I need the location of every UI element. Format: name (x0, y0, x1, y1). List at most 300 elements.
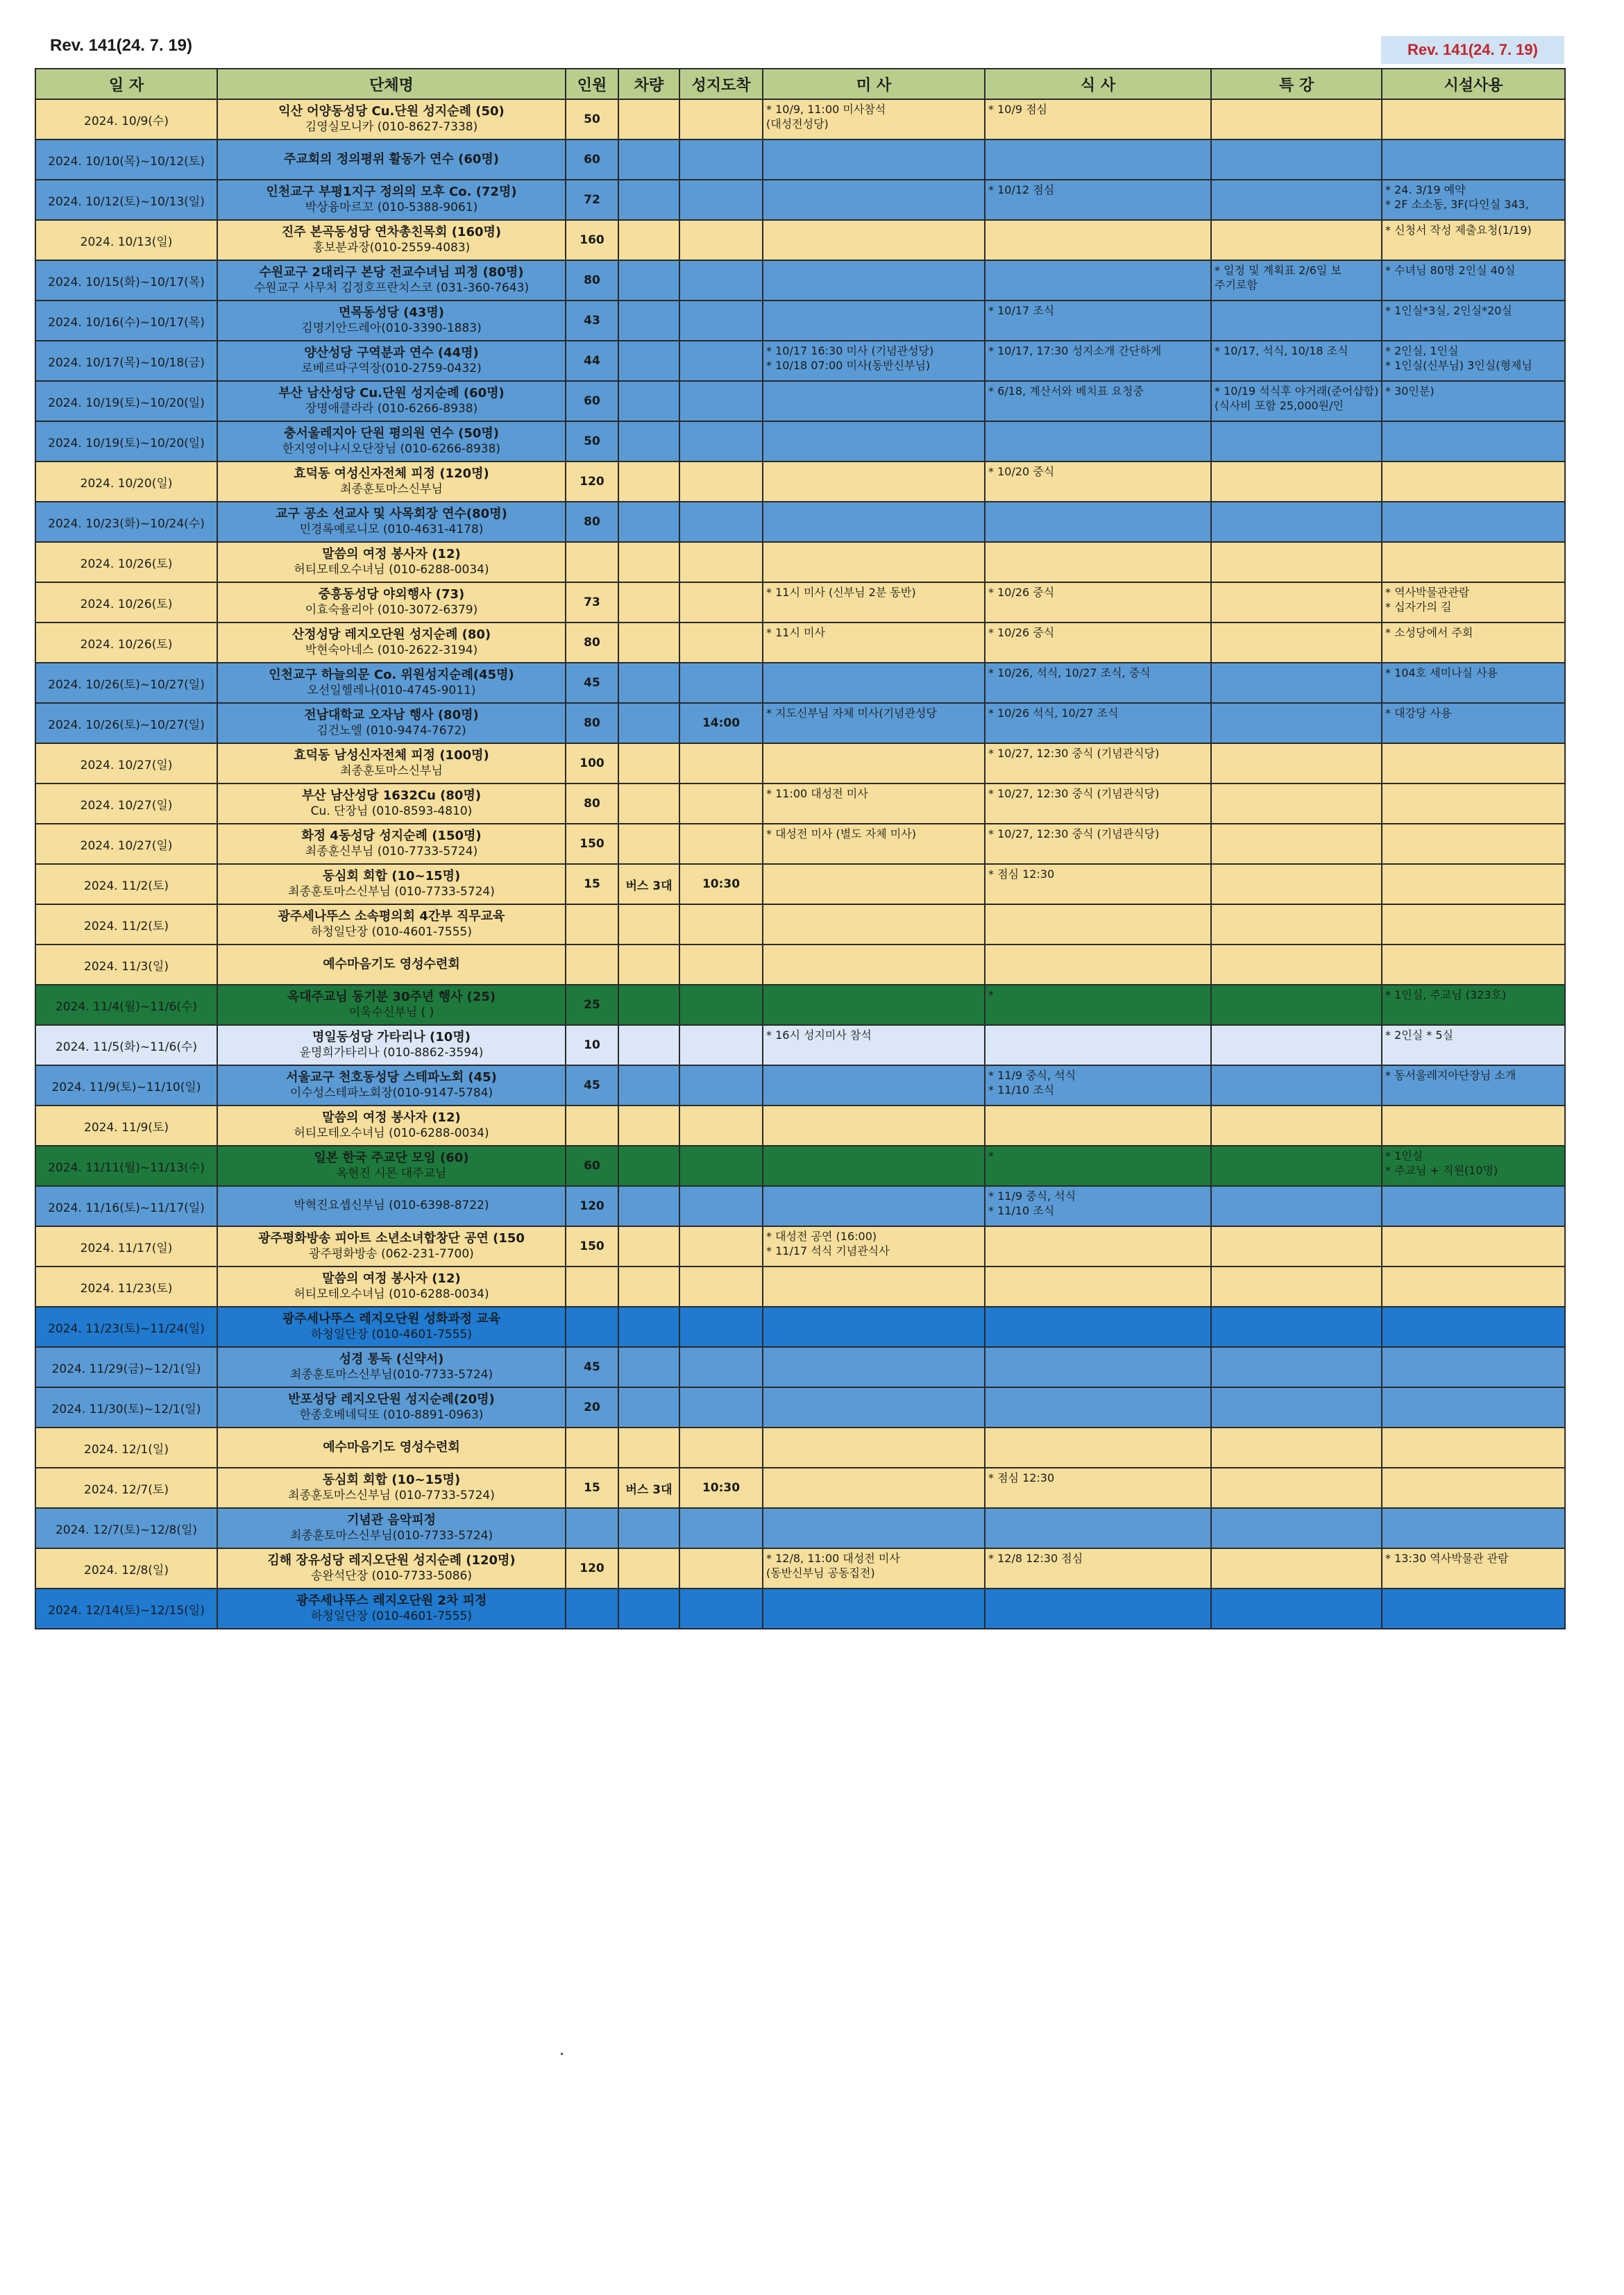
facility-cell (1382, 623, 1565, 663)
mass-cell (763, 1025, 985, 1065)
vehicle-cell (618, 904, 679, 945)
lecture-cell (1211, 1065, 1382, 1106)
facility-cell (1382, 139, 1565, 180)
mass-cell (763, 1347, 985, 1387)
facility-cell (1382, 421, 1565, 461)
count-cell: 73 (566, 582, 618, 623)
group-cell (217, 300, 566, 341)
meal-cell (985, 623, 1211, 663)
group-cell (217, 139, 566, 180)
arrival-cell (679, 1226, 763, 1267)
header-row (35, 69, 1565, 99)
table-row (35, 743, 1565, 784)
lecture-cell (1211, 139, 1382, 180)
meal-note: * 점심 12:30 (988, 867, 1055, 881)
meal-cell (985, 1387, 1211, 1428)
count-cell: 45 (566, 1347, 618, 1387)
table-row (35, 824, 1565, 864)
lecture-cell (1211, 542, 1382, 582)
mass-cell (763, 502, 985, 542)
arrival-cell (679, 945, 763, 985)
group-contact: 하청일단장 (010-4601-7555) (310, 1609, 473, 1623)
group-name: 성경 통독 (신약서) (339, 1352, 444, 1367)
facility-cell (1382, 824, 1565, 864)
lecture-cell (1211, 461, 1382, 502)
table-row (35, 1065, 1565, 1106)
mass-cell (763, 1428, 985, 1468)
facility-cell (1382, 743, 1565, 784)
meal-note: * 10/26 중식 (988, 586, 1055, 599)
col-date: 일 자 (35, 69, 217, 99)
meal-cell (985, 1065, 1211, 1106)
facility-cell (1382, 1146, 1565, 1186)
arrival-cell (679, 1548, 763, 1589)
table-row (35, 703, 1565, 743)
vehicle-cell (618, 784, 679, 824)
meal-note: * 10/9 점심 (988, 103, 1048, 116)
group-cell (217, 421, 566, 461)
date-cell: 2024. 10/26(토) (35, 582, 217, 623)
table-row (35, 220, 1565, 260)
facility-cell (1382, 542, 1565, 582)
count-cell: 150 (566, 824, 618, 864)
table-row (35, 381, 1565, 421)
facility-note: * 104호 세미나실 사용 (1385, 666, 1498, 679)
group-name: 면목동성당 (43명) (338, 305, 445, 321)
mass-cell (763, 1146, 985, 1186)
count-cell: 15 (566, 1468, 618, 1508)
meal-note: * 12/8 12:30 점심 (988, 1552, 1083, 1565)
group-cell (217, 1146, 566, 1186)
facility-cell (1382, 99, 1565, 139)
group-cell (217, 180, 566, 220)
mass-cell (763, 1226, 985, 1267)
meal-cell (985, 421, 1211, 461)
table-row (35, 985, 1565, 1025)
arrival-cell (679, 1186, 763, 1226)
lecture-note: (식사비 포함 25,000원/인 (1215, 398, 1344, 412)
date-cell: 2024. 10/15(화)~10/17(목) (35, 260, 217, 300)
facility-note: * 소성당에서 주회 (1385, 626, 1473, 639)
facility-cell (1382, 864, 1565, 904)
date-cell: 2024. 10/19(토)~10/20(일) (35, 421, 217, 461)
mass-note: * 11시 미사 (신부님 2분 동반) (766, 586, 916, 599)
facility-note: * 30인분) (1385, 384, 1435, 398)
group-name: 광주세나뚜스 레지오단원 2차 피정 (296, 1593, 487, 1609)
mass-note: (동반신부님 공동집전) (766, 1566, 875, 1580)
mass-note: * 10/17 16:30 미사 (기념관성당) (766, 344, 934, 357)
col-meal: 식 사 (985, 69, 1211, 99)
vehicle-cell (618, 1267, 679, 1307)
group-contact: 송완석단장 (010-7733-5086) (310, 1568, 473, 1583)
mass-cell (763, 341, 985, 381)
vehicle-cell (618, 381, 679, 421)
lecture-cell (1211, 381, 1382, 421)
arrival-cell (679, 1025, 763, 1065)
facility-cell (1382, 1428, 1565, 1468)
vehicle-cell (618, 341, 679, 381)
group-cell (217, 864, 566, 904)
group-contact: 허티모테오수녀님 (010-6288-0034) (294, 562, 489, 577)
lecture-cell (1211, 260, 1382, 300)
group-contact: 박상융마르꼬 (010-5388-9061) (305, 200, 478, 214)
count-cell (566, 1589, 618, 1629)
date-cell: 2024. 11/9(토)~11/10(일) (35, 1065, 217, 1106)
meal-note: * 10/12 점심 (988, 183, 1055, 196)
group-name: 화정 4동성당 성지순례 (150명) (301, 829, 482, 844)
table-row (35, 1428, 1565, 1468)
col-facility: 시설사용 (1382, 69, 1565, 99)
schedule-table (35, 68, 1566, 1629)
lecture-cell (1211, 1307, 1382, 1347)
meal-cell (985, 1307, 1211, 1347)
count-cell: 120 (566, 1548, 618, 1589)
date-cell: 2024. 11/5(화)~11/6(수) (35, 1025, 217, 1065)
group-contact: 윤명희가타리나 (010-8862-3594) (299, 1045, 484, 1060)
lecture-cell (1211, 1468, 1382, 1508)
date-cell: 2024. 12/7(토)~12/8(일) (35, 1508, 217, 1548)
facility-cell (1382, 1186, 1565, 1226)
meal-cell (985, 703, 1211, 743)
arrival-cell (679, 824, 763, 864)
group-cell (217, 542, 566, 582)
mass-cell (763, 703, 985, 743)
meal-note: * 10/20 중식 (988, 465, 1055, 478)
meal-cell (985, 1468, 1211, 1508)
group-contact: 박현숙아네스 (010-2622-3194) (305, 643, 478, 657)
mass-note: * 10/18 07:00 미사(동반신부님) (766, 358, 931, 372)
table-row (35, 1468, 1565, 1508)
group-name: 충서울레지아 단원 평의원 연수 (50명) (284, 426, 499, 441)
facility-note: * 동서울레지아단장님 소개 (1385, 1069, 1516, 1082)
meal-cell (985, 743, 1211, 784)
revision-label-left: Rev. 141(24. 7. 19) (50, 36, 193, 55)
vehicle-cell: 버스 3대 (618, 1468, 679, 1508)
group-cell (217, 1347, 566, 1387)
lecture-cell (1211, 703, 1382, 743)
meal-note: * 10/17, 17:30 성지소개 간단하게 (988, 344, 1162, 357)
facility-note: * 2F 소소동, 3F(다인실 343, (1385, 197, 1529, 211)
group-cell (217, 99, 566, 139)
vehicle-cell (618, 542, 679, 582)
group-name: 양산성당 구역분과 연수 (44명) (304, 346, 479, 361)
count-cell: 43 (566, 300, 618, 341)
mass-note: * 지도신부님 자체 미사(기념관성당 (766, 706, 937, 720)
facility-note: * 신청서 작성 제출요청(1/19) (1385, 223, 1532, 237)
meal-cell (985, 1428, 1211, 1468)
arrival-cell (679, 743, 763, 784)
facility-note: * 1인실*3실, 2인실*20실 (1385, 304, 1512, 317)
group-contact: 민경록예로니모 (010-4631-4178) (299, 522, 484, 536)
vehicle-cell (618, 623, 679, 663)
group-name: 광주세나뚜스 소속평의회 4간부 직무교육 (278, 909, 505, 924)
date-cell: 2024. 10/10(목)~10/12(토) (35, 139, 217, 180)
count-cell: 50 (566, 99, 618, 139)
group-cell (217, 904, 566, 945)
group-name: 인천교구 하늘의문 Co. 위원성지순례(45명) (269, 668, 514, 683)
group-cell (217, 1428, 566, 1468)
arrival-cell (679, 421, 763, 461)
group-contact: 이욱수신부님 ( ) (348, 1005, 434, 1019)
date-cell: 2024. 10/23(화)~10/24(수) (35, 502, 217, 542)
table-row (35, 300, 1565, 341)
table-row (35, 421, 1565, 461)
group-name: 수원교구 2대리구 본당 전교수녀님 피정 (80명) (259, 265, 524, 280)
meal-cell (985, 260, 1211, 300)
group-contact: 한지영이냐시오단장님 (010-6266-8938) (282, 441, 501, 456)
group-cell (217, 824, 566, 864)
meal-cell (985, 864, 1211, 904)
mass-cell (763, 180, 985, 220)
group-name: 말씀의 여정 봉사자 (12) (322, 547, 461, 562)
facility-note: * 역사박물관관람 (1385, 586, 1470, 599)
arrival-cell (679, 300, 763, 341)
arrival-cell (679, 1267, 763, 1307)
lecture-cell (1211, 784, 1382, 824)
group-name: 주교회의 정의평위 활동가 연수 (60명) (284, 151, 499, 167)
facility-cell (1382, 945, 1565, 985)
group-name: 말씀의 여정 봉사자 (12) (322, 1271, 461, 1287)
table-row (35, 663, 1565, 703)
table-row (35, 1307, 1565, 1347)
lecture-cell (1211, 1508, 1382, 1548)
group-contact: Cu. 단장님 (010-8593-4810) (310, 804, 473, 818)
count-cell: 72 (566, 180, 618, 220)
meal-cell (985, 180, 1211, 220)
group-contact: 박혁진요셉신부님 (010-6398-8722) (294, 1199, 489, 1213)
facility-note: * 24. 3/19 예약 (1385, 183, 1466, 196)
group-name: 중흥동성당 야외행사 (73) (318, 587, 465, 602)
group-cell (217, 1307, 566, 1347)
table-row (35, 1387, 1565, 1428)
col-arrival: 성지도착 (679, 69, 763, 99)
date-cell: 2024. 10/9(수) (35, 99, 217, 139)
revision-label-right: Rev. 141(24. 7. 19) (1381, 36, 1564, 64)
date-cell: 2024. 10/27(일) (35, 784, 217, 824)
lecture-cell (1211, 341, 1382, 381)
group-cell (217, 220, 566, 260)
lecture-note: 주기로함 (1215, 278, 1258, 291)
facility-cell (1382, 1106, 1565, 1146)
facility-cell (1382, 381, 1565, 421)
table-row (35, 1267, 1565, 1307)
table-row (35, 542, 1565, 582)
meal-note: * 10/17 조식 (988, 304, 1055, 317)
group-contact: 옥현진 시몬 대주교님 (336, 1166, 447, 1180)
facility-cell (1382, 703, 1565, 743)
group-cell (217, 1226, 566, 1267)
group-contact: 홍보분과장(010-2559-4083) (312, 240, 471, 255)
count-cell: 160 (566, 220, 618, 260)
scan-speck (561, 2053, 563, 2055)
meal-note: * 11/9 중식, 석식 (988, 1069, 1076, 1082)
date-cell: 2024. 11/30(토)~12/1(일) (35, 1387, 217, 1428)
meal-cell (985, 1146, 1211, 1186)
vehicle-cell (618, 582, 679, 623)
count-cell: 150 (566, 1226, 618, 1267)
lecture-cell (1211, 220, 1382, 260)
meal-cell (985, 502, 1211, 542)
date-cell: 2024. 12/14(토)~12/15(일) (35, 1589, 217, 1629)
mass-cell (763, 945, 985, 985)
group-cell (217, 1065, 566, 1106)
count-cell (566, 542, 618, 582)
facility-cell (1382, 260, 1565, 300)
date-cell: 2024. 11/23(토)~11/24(일) (35, 1307, 217, 1347)
col-group: 단체명 (217, 69, 566, 99)
mass-cell (763, 99, 985, 139)
arrival-cell (679, 1065, 763, 1106)
arrival-cell (679, 99, 763, 139)
lecture-cell (1211, 502, 1382, 542)
count-cell: 80 (566, 623, 618, 663)
count-cell: 80 (566, 260, 618, 300)
arrival-cell (679, 1387, 763, 1428)
group-name: 부산 남산성당 1632Cu (80명) (301, 788, 482, 804)
date-cell: 2024. 11/2(토) (35, 904, 217, 945)
mass-cell (763, 381, 985, 421)
facility-note: * 1인실(신부님) 3인실(형제님 (1385, 358, 1532, 372)
group-cell (217, 1186, 566, 1226)
meal-cell (985, 582, 1211, 623)
facility-note: * 13:30 역사박물관 관람 (1385, 1552, 1509, 1565)
count-cell (566, 1106, 618, 1146)
arrival-cell (679, 220, 763, 260)
arrival-cell (679, 1508, 763, 1548)
facility-cell (1382, 904, 1565, 945)
group-cell (217, 1468, 566, 1508)
group-cell (217, 1387, 566, 1428)
mass-cell (763, 784, 985, 824)
vehicle-cell (618, 1186, 679, 1226)
table-row (35, 1508, 1565, 1548)
lecture-cell (1211, 1146, 1382, 1186)
meal-cell (985, 1106, 1211, 1146)
group-contact: 최종훈토마스신부님 (340, 482, 443, 496)
count-cell (566, 1508, 618, 1548)
group-cell (217, 341, 566, 381)
lecture-cell (1211, 1025, 1382, 1065)
facility-cell (1382, 1267, 1565, 1307)
group-cell (217, 260, 566, 300)
lecture-cell (1211, 421, 1382, 461)
group-contact: 최종훈토마스신부님 (340, 763, 443, 778)
group-contact: 로베르따구역장(010-2759-0432) (301, 361, 482, 375)
lecture-cell (1211, 1387, 1382, 1428)
mass-cell (763, 260, 985, 300)
lecture-cell (1211, 1589, 1382, 1629)
meal-cell (985, 1508, 1211, 1548)
date-cell: 2024. 10/26(토)~10/27(일) (35, 703, 217, 743)
facility-note: * 1인실 (1385, 1149, 1423, 1162)
lecture-cell (1211, 864, 1382, 904)
facility-cell (1382, 1065, 1565, 1106)
count-cell: 20 (566, 1387, 618, 1428)
mass-note: * 11/17 석식 기념관식사 (766, 1244, 890, 1257)
table-body (35, 99, 1565, 1629)
vehicle-cell (618, 99, 679, 139)
meal-cell (985, 1186, 1211, 1226)
facility-note: * 2인실 * 5실 (1385, 1028, 1453, 1042)
meal-note: * 점심 12:30 (988, 1471, 1055, 1484)
meal-note: * 10/27, 12:30 중식 (기념관식당) (988, 747, 1160, 760)
group-name: 산정성당 레지오단원 성지순례 (80) (291, 627, 491, 643)
group-cell (217, 1508, 566, 1548)
group-cell (217, 1589, 566, 1629)
arrival-cell (679, 139, 763, 180)
meal-note: * 6/18, 계산서와 베치표 요청중 (988, 384, 1144, 398)
mass-cell (763, 1065, 985, 1106)
vehicle-cell (618, 180, 679, 220)
facility-cell (1382, 461, 1565, 502)
vehicle-cell (618, 1146, 679, 1186)
vehicle-cell (618, 260, 679, 300)
group-name: 예수마음기도 영성수련회 (323, 956, 460, 972)
date-cell: 2024. 10/26(토) (35, 623, 217, 663)
group-contact: 하청일단장 (010-4601-7555) (310, 924, 473, 939)
group-cell (217, 784, 566, 824)
meal-note: * 11/9 중식, 석식 (988, 1189, 1076, 1203)
vehicle-cell (618, 1307, 679, 1347)
date-cell: 2024. 11/2(토) (35, 864, 217, 904)
lecture-note: * 10/19 석식후 야거래(준어샵합) (1215, 384, 1379, 398)
meal-note: * 10/26 석식, 10/27 조식 (988, 706, 1119, 720)
meal-note: * 10/27, 12:30 중식 (기념관식당) (988, 787, 1160, 800)
count-cell: 80 (566, 784, 618, 824)
arrival-cell (679, 1307, 763, 1347)
facility-cell (1382, 1226, 1565, 1267)
lecture-note: * 일정 및 계획표 2/6일 보 (1215, 264, 1342, 277)
mass-cell (763, 904, 985, 945)
arrival-cell (679, 260, 763, 300)
date-cell: 2024. 10/12(토)~10/13(일) (35, 180, 217, 220)
meal-note: * 10/26 중식 (988, 626, 1055, 639)
arrival-cell (679, 1428, 763, 1468)
group-name: 기념관 음악피정 (347, 1513, 436, 1528)
meal-cell (985, 945, 1211, 985)
facility-cell (1382, 663, 1565, 703)
meal-cell (985, 99, 1211, 139)
mass-cell (763, 743, 985, 784)
meal-cell (985, 139, 1211, 180)
meal-cell (985, 824, 1211, 864)
table-row (35, 1548, 1565, 1589)
meal-cell (985, 1347, 1211, 1387)
meal-cell (985, 985, 1211, 1025)
vehicle-cell (618, 300, 679, 341)
group-name: 진주 본곡동성당 연차총친목회 (160명) (281, 225, 502, 240)
meal-cell (985, 461, 1211, 502)
arrival-cell (679, 985, 763, 1025)
vehicle-cell (618, 1347, 679, 1387)
mass-cell (763, 220, 985, 260)
col-lecture: 특 강 (1211, 69, 1382, 99)
vehicle-cell (618, 1025, 679, 1065)
group-cell (217, 743, 566, 784)
lecture-cell (1211, 1267, 1382, 1307)
mass-note: * 11시 미사 (766, 626, 825, 639)
date-cell: 2024. 10/26(토) (35, 542, 217, 582)
vehicle-cell (618, 1065, 679, 1106)
arrival-cell (679, 1146, 763, 1186)
meal-note: * 10/26, 석식, 10/27 조식, 중식 (988, 666, 1151, 679)
group-cell (217, 502, 566, 542)
lecture-cell (1211, 582, 1382, 623)
vehicle-cell (618, 1508, 679, 1548)
count-cell: 100 (566, 743, 618, 784)
vehicle-cell (618, 824, 679, 864)
arrival-cell (679, 663, 763, 703)
